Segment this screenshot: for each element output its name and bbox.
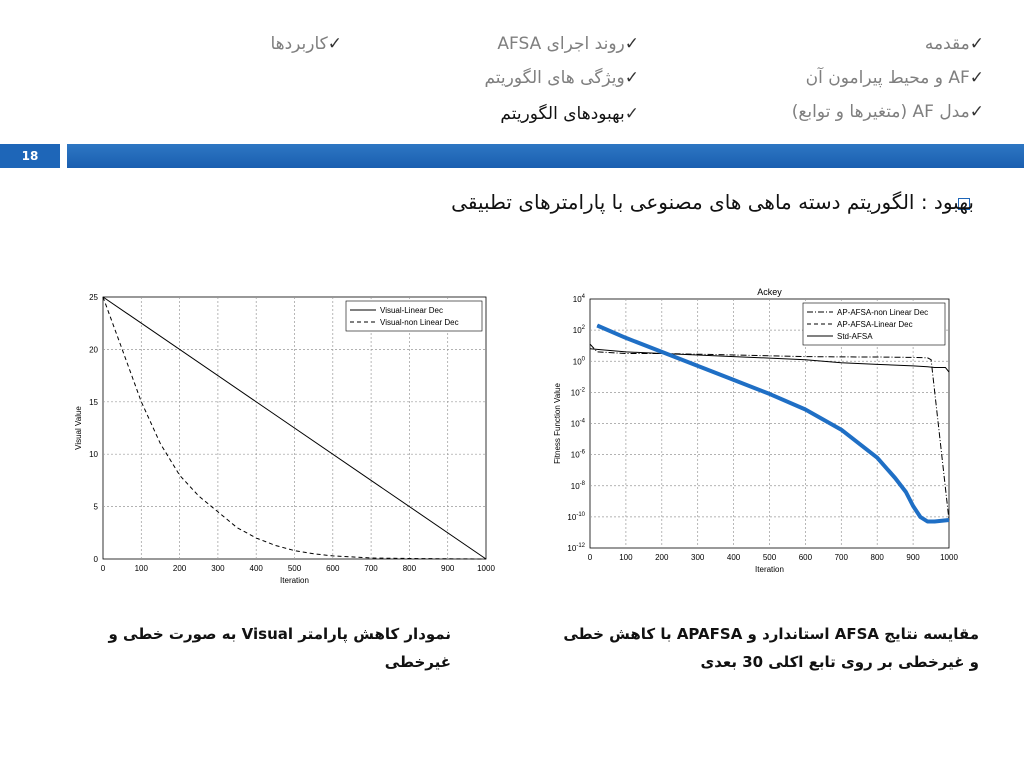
x-tick-label: 200 [172,564,187,573]
y-tick-label: 5 [93,502,98,512]
x-axis-label: Iteration [755,565,784,574]
legend [346,301,482,331]
check-icon: ✓ [624,68,639,88]
y-axis-label: Fitness Function Value [553,383,562,464]
toc-item-af-model[interactable]: ✓مدل AF (متغیرها و توابع) [791,102,984,122]
x-tick-label: 1000 [477,564,495,573]
tick-exponent: 0 [581,356,585,363]
toc-item-improvements[interactable]: ✓بهبودهای الگوریتم [500,104,639,124]
y-tick-label [567,512,585,522]
x-tick-label: 700 [834,553,848,562]
tick-exponent: -12 [576,543,585,549]
toc-item-af-environment[interactable]: ✓AF و محیط پیرامون آن [805,68,984,88]
y-tick-label [573,325,586,335]
y-tick-label [573,294,586,304]
tick-exponent: 2 [581,325,585,332]
tick-base: 10 [570,450,580,460]
x-tick-label: 800 [402,564,417,573]
x-tick-label: 900 [906,553,920,562]
legend-label: Std-AFSA [837,332,873,341]
tick-base: 10 [567,544,577,553]
y-tick-label [567,543,585,553]
legend-label: Visual-non Linear Dec [380,318,459,327]
tick-base: 10 [572,357,582,367]
y-tick-label [571,481,586,491]
toc-item-applications[interactable]: ✓کاربردها [270,34,342,54]
tick-base: 10 [570,388,580,398]
x-tick-label: 600 [798,553,813,562]
y-tick-label [571,450,586,460]
legend [803,303,945,345]
x-axis-label: Iteration [280,576,309,585]
y-tick-label [571,419,586,429]
x-tick-label: 300 [691,553,705,562]
check-icon: ✓ [969,102,984,122]
toc-item-features[interactable]: ✓ویژگی های الگوریتم [484,68,639,88]
y-tick-label [573,356,586,366]
x-tick-label: 900 [441,564,455,573]
legend-label: Visual-Linear Dec [380,306,443,315]
tick-base: 10 [570,419,580,429]
check-icon: ✓ [327,34,342,54]
left-chart-caption: نمودار کاهش پارامتر Visual به صورت خطی و غیرخطی [108,625,451,671]
x-tick-label: 400 [726,553,741,562]
ackley-fitness-chart [548,282,963,582]
tick-base: 10 [567,512,577,522]
tick-exponent: -10 [576,511,585,518]
legend-label: AP-AFSA-Linear Dec [837,320,913,329]
x-tick-label: 700 [364,564,378,573]
y-tick-label: 10 [89,450,98,460]
x-tick-label: 100 [134,564,148,573]
y-tick-label: 25 [89,293,98,302]
tick-exponent: -2 [579,387,585,394]
x-tick-label: 300 [211,564,225,573]
x-tick-label: 500 [287,564,302,573]
tick-exponent: 4 [581,294,585,300]
y-tick-label: 15 [89,397,98,407]
toc-item-afsa-procedure[interactable]: ✓روند اجرای AFSA [497,34,639,54]
x-tick-label: 800 [870,553,884,562]
visual-value-chart [70,286,500,586]
tick-base: 10 [572,295,582,304]
x-tick-label: 0 [100,564,106,573]
y-tick-label: 20 [89,345,98,355]
x-tick-label: 1000 [940,553,958,562]
tick-base: 10 [570,481,580,491]
y-tick-label: 0 [93,555,98,564]
check-icon: ✓ [969,34,984,54]
check-icon: ✓ [624,104,639,124]
x-tick-label: 600 [326,564,340,573]
y-axis-label: Visual Value [74,406,83,450]
chart-title: Ackey [757,287,782,297]
legend-label: AP-AFSA-non Linear Dec [837,308,929,317]
x-tick-label: 200 [655,553,669,562]
toc-item-intro[interactable]: ✓مقدمه [924,34,984,54]
tick-exponent: -8 [579,480,585,487]
x-tick-label: 100 [619,553,633,562]
x-tick-label: 0 [587,553,593,562]
check-icon: ✓ [624,34,639,54]
x-tick-label: 400 [249,564,263,573]
check-icon: ✓ [969,68,984,88]
tick-base: 10 [572,326,582,336]
x-tick-label: 500 [762,553,777,562]
page-number: 18 [0,144,60,168]
slide-heading: بهبود : الگوریتم دسته ماهی های مصنوعی با پارامترهای تطبیقی [451,190,974,214]
header-band [67,144,1024,168]
right-chart-caption: مقایسه نتایج AFSA استاندارد و APAFSA با کاهش خطی و غیرخطی بر روی تابع اکلی 30 بعدی [563,625,979,671]
tick-exponent: -6 [579,449,585,456]
tick-exponent: -4 [579,418,585,425]
y-tick-label [571,387,586,397]
